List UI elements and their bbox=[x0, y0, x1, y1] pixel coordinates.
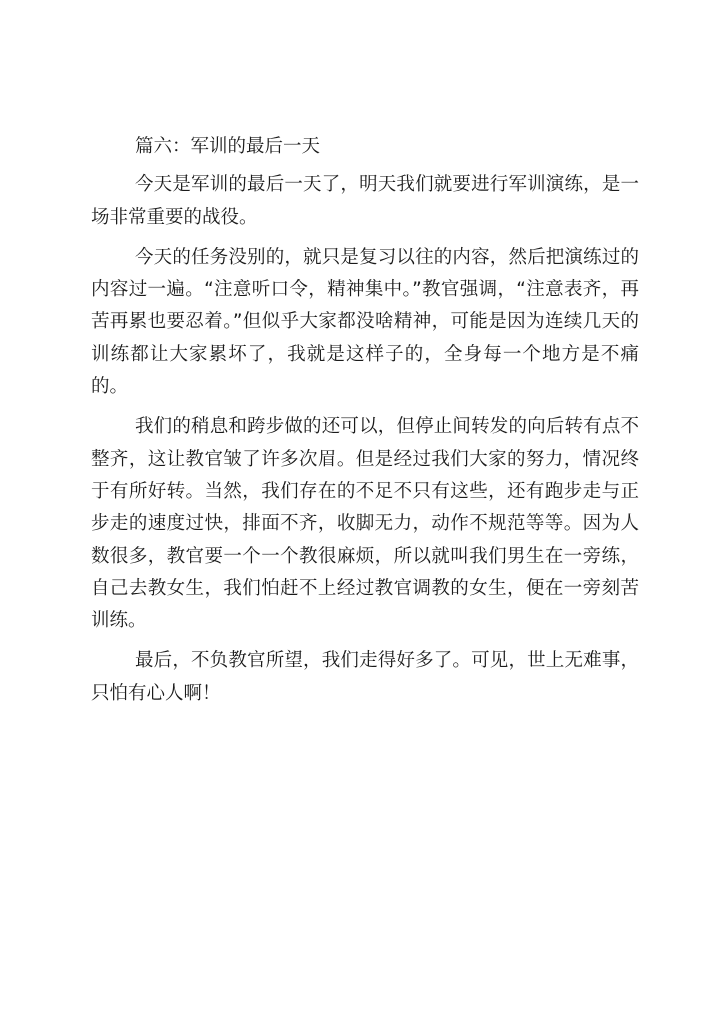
document-body bbox=[91, 131, 639, 710]
paragraph-1: 今天是军训的最后一天了，明天我们就要进行军训演练，是一场非常重要的战役。 bbox=[91, 174, 639, 228]
paragraph-4: 最后，不负教官所望，我们走得好多了。可见，世上无难事，只怕有心人啊！ bbox=[91, 650, 639, 704]
document-title: 篇六：军训的最后一天 bbox=[135, 136, 321, 157]
paragraph-3: 我们的稍息和跨步做的还可以，但停止间转发的向后转有点不整齐，这让教官皱了许多次眉。但是经过我们大家的努力，情况终于有所好转。当然，我们存在的不足不只有这些，还有跑步走与正步走的速度过快，排面不齐，收脚无力，动作不规范等等。因为人数很多，教官要一个一个教很麻烦，所以就叫我们男生在一旁练，自己去教女生，我们怕赶不上经过教官调教的女生，便在一旁刻苦训练。 bbox=[91, 416, 639, 632]
paragraph-2: 今天的任务没别的，就只是复习以往的内容，然后把演练过的内容过一遍。“注意听口令，精神集中。”教官强调，“注意表齐，再苦再累也要忍着。”但似乎大家都没啥精神，可能是因为连续几天的训练都让大家累坏了，我就是这样子的，全身每一个地方是不痛的。 bbox=[91, 246, 639, 398]
